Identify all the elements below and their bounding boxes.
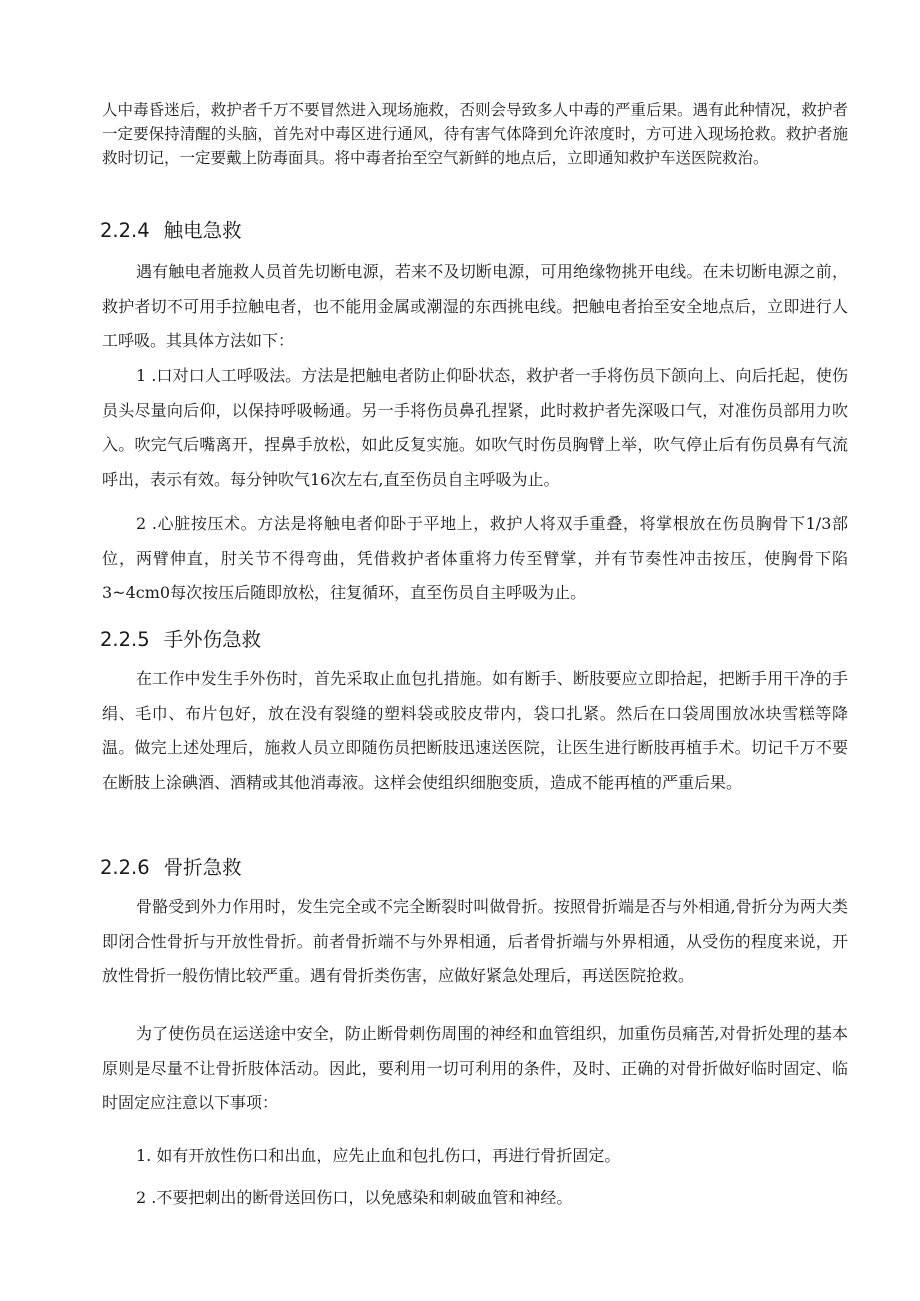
paragraph: 1 .口对口人工呼吸法。方法是把触电者防止仰卧状态，救护者一手将伤员下颌向上、向后托起，使伤员头尽量向后仰，以保持呼吸畅通。另一手将伤员鼻孔捏紧，此时救护者先深吸口气，对准伤员部用力吹入。吹完气后嘴离开，捏鼻手放松，如此反复实施。如吹气时伤员胸臂上举，吹气停止后有伤员鼻有气流呼出，表示有效。每分钟吹气16次左右,直至伤员自主呼吸为止。: [102, 366, 848, 489]
section-heading-2-2-4: [100, 218, 242, 244]
paragraph: 在工作中发生手外伤时，首先采取止血包扎措施。如有断手、断肢要应立即拾起，把断手用干净的手绢、毛巾、布片包好，放在没有裂缝的塑料袋或胶皮带内，袋口扎紧。然后在口袋周围放冰块雪糕等降温。做完上述处理后，施救人员立即随伤员把断肢迅速送医院，让医生进行断肢再植手术。切记千万不要在断肢上涂碘酒、酒精或其他消毒液。这样会使组织细胞变质，造成不能再植的严重后果。: [102, 669, 848, 792]
section-heading-2-2-6: [100, 855, 242, 881]
list-item: 2 .不要把刺出的断骨送回伤口，以免感染和刺破血管和神经。: [136, 1188, 573, 1207]
intro-paragraph: 人中毒昏迷后，救护者千万不要冒然进入现场施救，否则会导致多人中毒的严重后果。遇有此种情况，救护者一定要保持清醒的头脑，首先对中毒区进行通风，待有害气体降到允许浓度时，方可进入现场抢救。救护者施救时切记，一定要戴上防毒面具。将中毒者抬至空气新鲜的地点后，立即通知救护车送医院救治。: [102, 101, 848, 168]
paragraph: 为了使伤员在运送途中安全，防止断骨刺伤周围的神经和血管组织，加重伤员痛苦,对骨折处理的基本原则是尽量不让骨折肢体活动。因此，要利用一切可利用的条件，及时、正确的对骨折做好临时固定、临时固定应注意以下事项：: [102, 1024, 848, 1112]
paragraph: 骨骼受到外力作用时，发生完全或不完全断裂时叫做骨折。按照骨折端是否与外相通,骨折分为两大类 即闭合性骨折与开放性骨折。前者骨折端不与外界相通，后者骨折端与外界相通，从受伤的程度来说，开放性骨折一般伤情比较严重。遇有骨折类伤害，应做好紧急处理后，再送医院抢救。: [102, 897, 848, 985]
section-number: 2.2.5: [100, 628, 150, 651]
paragraph: 遇有触电者施救人员首先切断电源，若来不及切断电源，可用绝缘物挑开电线。在未切断电源之前，救护者切不可用手拉触电者，也不能用金属或潮湿的东西挑电线。把触电者抬至安全地点后，立即进行人工呼吸。其具体方法如下：: [102, 262, 848, 350]
section-title: 触电急救: [163, 219, 242, 242]
section-number: 2.2.6: [100, 856, 150, 879]
paragraph: 2 .心脏按压术。方法是将触电者仰卧于平地上，救护人将双手重叠，将掌根放在伤员胸骨下1/3部位，两臂伸直，肘关节不得弯曲，凭借救护者体重将力传至臂掌，并有节奏性冲击按压，使胸骨下陷3~4cm0每次按压后随即放松，往复循环，直至伤员自主呼吸为止。: [102, 514, 848, 602]
list-item: 1. 如有开放性伤口和出血，应先止血和包扎伤口，再进行骨折固定。: [136, 1146, 621, 1165]
section-title: 骨折急救: [163, 856, 242, 879]
section-number: 2.2.4: [100, 219, 150, 242]
section-heading-2-2-5: [100, 627, 261, 653]
section-title: 手外伤急救: [163, 628, 262, 651]
